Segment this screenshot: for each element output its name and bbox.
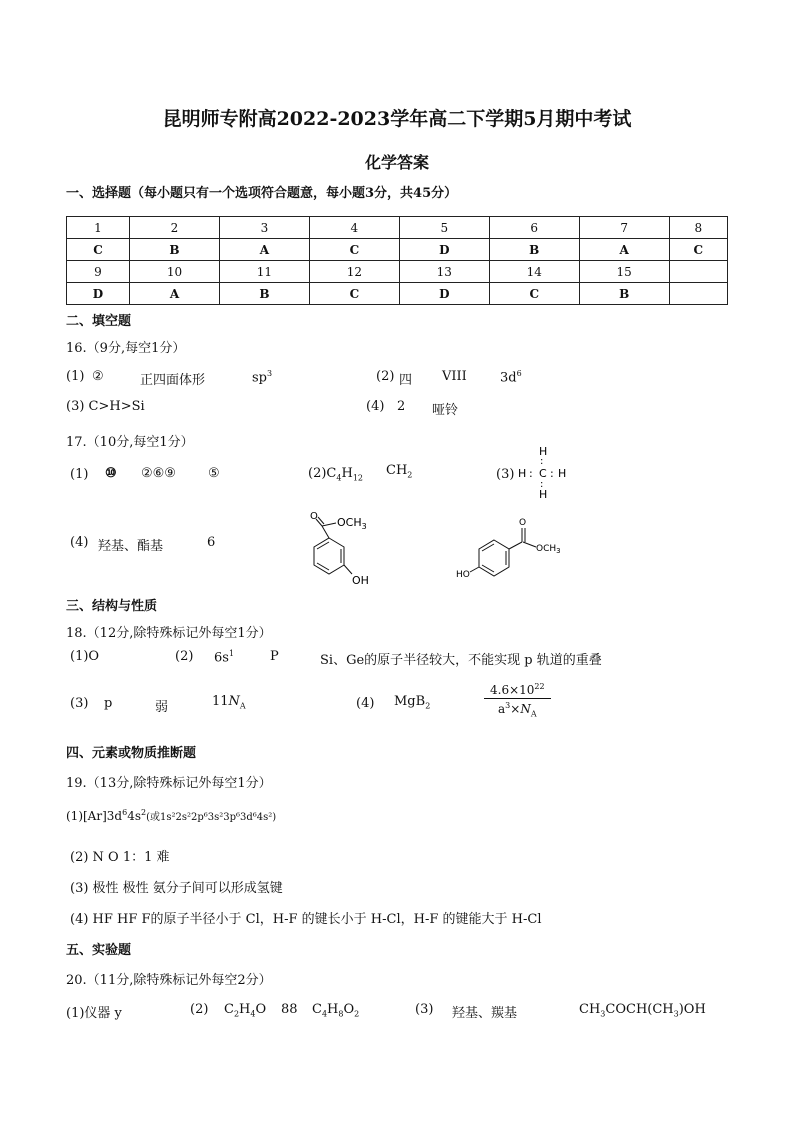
- lewis-h-bottom: H: [539, 488, 548, 501]
- q18-part2-config: $6s^1$: [214, 649, 235, 666]
- table-cell: 5: [399, 217, 489, 239]
- q20-part2-formula2: $C_4H_8O_2$: [312, 1002, 360, 1019]
- q17-part4-number: 6: [207, 535, 216, 550]
- q19-part4: (4) HF HF F的原子半径小于 Cl，H-F 的键长小于 H-Cl，H-F 的键能大于 H-Cl: [70, 912, 542, 927]
- table-cell: B: [579, 283, 669, 305]
- q19-header: 19.（13分,除特殊标记外每空1分）: [66, 776, 272, 791]
- q17-part2-ch2: $CH_2$: [386, 463, 413, 480]
- structure2-carbonyl-o: O: [519, 518, 527, 528]
- fraction-numerator: $4.6\times 10^{22}$: [484, 682, 551, 699]
- section-choice-heading: 一、选择题（每小题只有一个选项符合题意，每小题3分，共45分）: [66, 186, 458, 201]
- q17-part1-b: ②⑥⑨: [141, 466, 176, 481]
- q18-part3-count: $11N_A$: [212, 694, 246, 711]
- section-inference-heading: 四、元素或物质推断题: [66, 746, 197, 761]
- q18-density-fraction: [484, 682, 551, 718]
- table-cell: C: [309, 239, 399, 261]
- lewis-c: C: [539, 467, 547, 480]
- lewis-colon-right: :: [550, 467, 554, 480]
- q19-part3: (3) 极性 极性 氨分子间可以形成氢键: [70, 881, 283, 896]
- q16-header: 16.（9分,每空1分）: [66, 341, 186, 356]
- q17-part3-label: (3): [496, 467, 515, 482]
- table-cell: C: [309, 283, 399, 305]
- q16-part2-config: $3d^6$: [500, 369, 522, 386]
- q20-part3-formula: $CH_3COCH(CH_3)OH$: [579, 1002, 706, 1019]
- fraction-denominator: $a^3\times N_A$: [498, 701, 537, 719]
- q20-part2-formula1: $C_2H_4O$: [224, 1002, 267, 1019]
- electron-dot-structure: [516, 444, 572, 502]
- table-cell: 8: [669, 217, 727, 239]
- q16-part2-period: 四: [399, 373, 413, 388]
- table-cell: A: [130, 283, 220, 305]
- q16-part4-shape: 哑铃: [432, 403, 459, 418]
- page-title: 昆明师专附高2022-2023学年高二下学期5月期中考试: [162, 108, 632, 130]
- q18-part3-label: (3): [70, 696, 89, 711]
- table-cell: 9: [67, 261, 130, 283]
- lewis-colon-top: :: [540, 456, 544, 467]
- table-row: [67, 217, 728, 239]
- table-cell: D: [399, 239, 489, 261]
- table-cell: 3: [219, 217, 309, 239]
- q20-header: 20.（11分,除特殊标记外每空2分）: [66, 973, 272, 988]
- answer-table: [66, 216, 728, 305]
- table-cell: D: [399, 283, 489, 305]
- section-experiment-heading: 五、实验题: [66, 943, 132, 958]
- structure-meta-hydroxy-ester: [296, 508, 396, 592]
- lewis-colon-bottom: :: [540, 479, 544, 490]
- q17-part1-a: ⑩: [105, 466, 117, 481]
- q19-part1: $(1)[Ar]3d^64s^2$(或1s²2s²2p⁶3s²3p⁶3d⁶4s²): [66, 808, 277, 823]
- q16-part2-group: VIII: [442, 369, 467, 384]
- table-row: [67, 283, 728, 305]
- table-cell: C: [669, 239, 727, 261]
- table-cell: 1: [67, 217, 130, 239]
- table-cell: 7: [579, 217, 669, 239]
- table-cell: [669, 283, 727, 305]
- lewis-h-top: H: [539, 445, 548, 458]
- q16-part1-label: (1): [66, 369, 85, 384]
- table-row: [67, 239, 728, 261]
- section-fill-heading: 二、填空题: [66, 314, 132, 329]
- table-cell: 10: [130, 261, 220, 283]
- table-cell: 11: [219, 261, 309, 283]
- q18-part4-formula: MgB$_2$: [394, 694, 431, 711]
- table-cell: B: [219, 283, 309, 305]
- table-cell: B: [130, 239, 220, 261]
- q16-part2-label: (2): [376, 369, 395, 384]
- q20-part1: (1)仪器 y: [66, 1006, 122, 1021]
- q18-part2-p: P: [270, 649, 279, 664]
- q18-part1: (1)O: [70, 649, 100, 664]
- table-cell: 4: [309, 217, 399, 239]
- structure2-ho: HO: [456, 570, 470, 580]
- table-row: [67, 261, 728, 283]
- q17-part4-groups: 羟基、酯基: [98, 539, 164, 554]
- table-cell: [669, 261, 727, 283]
- table-cell: 15: [579, 261, 669, 283]
- table-cell: 13: [399, 261, 489, 283]
- q20-part2-mass: 88: [281, 1002, 298, 1017]
- table-cell: 12: [309, 261, 399, 283]
- q16-part1-circle: ②: [92, 369, 104, 384]
- q18-part3-weak: 弱: [155, 700, 169, 715]
- section-structure-heading: 三、结构与性质: [66, 599, 158, 614]
- table-cell: 2: [130, 217, 220, 239]
- table-cell: C: [489, 283, 579, 305]
- q18-part3-p: p: [104, 696, 113, 711]
- q16-part1-hybridization: $sp^3$: [252, 369, 273, 386]
- q17-part2-formula: $(2)C_4H_{12}$: [308, 466, 363, 483]
- q20-part2-label: (2): [190, 1002, 209, 1017]
- q17-part1-label: (1): [70, 467, 89, 482]
- q16-part1-shape: 正四面体形: [140, 373, 206, 388]
- table-cell: D: [67, 283, 130, 305]
- page-subtitle: 化学答案: [364, 153, 429, 172]
- lewis-h-right: H: [558, 467, 567, 480]
- table-cell: B: [489, 239, 579, 261]
- table-cell: C: [67, 239, 130, 261]
- lewis-h-left: H: [518, 467, 527, 480]
- q17-part1-c: ⑤: [208, 466, 220, 481]
- table-cell: 6: [489, 217, 579, 239]
- q18-part2-label: (2): [175, 649, 194, 664]
- q16-part3: (3) C>H>Si: [66, 399, 145, 414]
- q17-part4-label: (4): [70, 535, 89, 550]
- structure1-oh: OH: [352, 574, 369, 587]
- q18-header: 18.（12分,除特殊标记外每空1分）: [66, 626, 272, 641]
- structure-para-hydroxy-ester: [456, 516, 568, 582]
- structure2-och3: $OCH_3$: [536, 544, 561, 555]
- q16-part4-number: 2: [397, 399, 406, 414]
- q17-header: 17.（10分,每空1分）: [66, 435, 194, 450]
- q18-part2-reason: Si、Ge的原子半径较大，不能实现 p 轨道的重叠: [320, 653, 602, 668]
- table-cell: A: [579, 239, 669, 261]
- lewis-colon-left: :: [529, 467, 533, 480]
- q20-part3-groups: 羟基、羰基: [452, 1006, 518, 1021]
- structure1-och3: $OCH_3$: [337, 516, 367, 531]
- q19-part2: (2) N O 1：1 难: [70, 850, 170, 865]
- table-cell: 14: [489, 261, 579, 283]
- table-cell: A: [219, 239, 309, 261]
- q18-part4-label: (4): [356, 696, 375, 711]
- structure1-carbonyl-o: O: [310, 511, 318, 522]
- q16-part4-label: (4): [366, 399, 385, 414]
- q20-part3-label: (3): [415, 1002, 434, 1017]
